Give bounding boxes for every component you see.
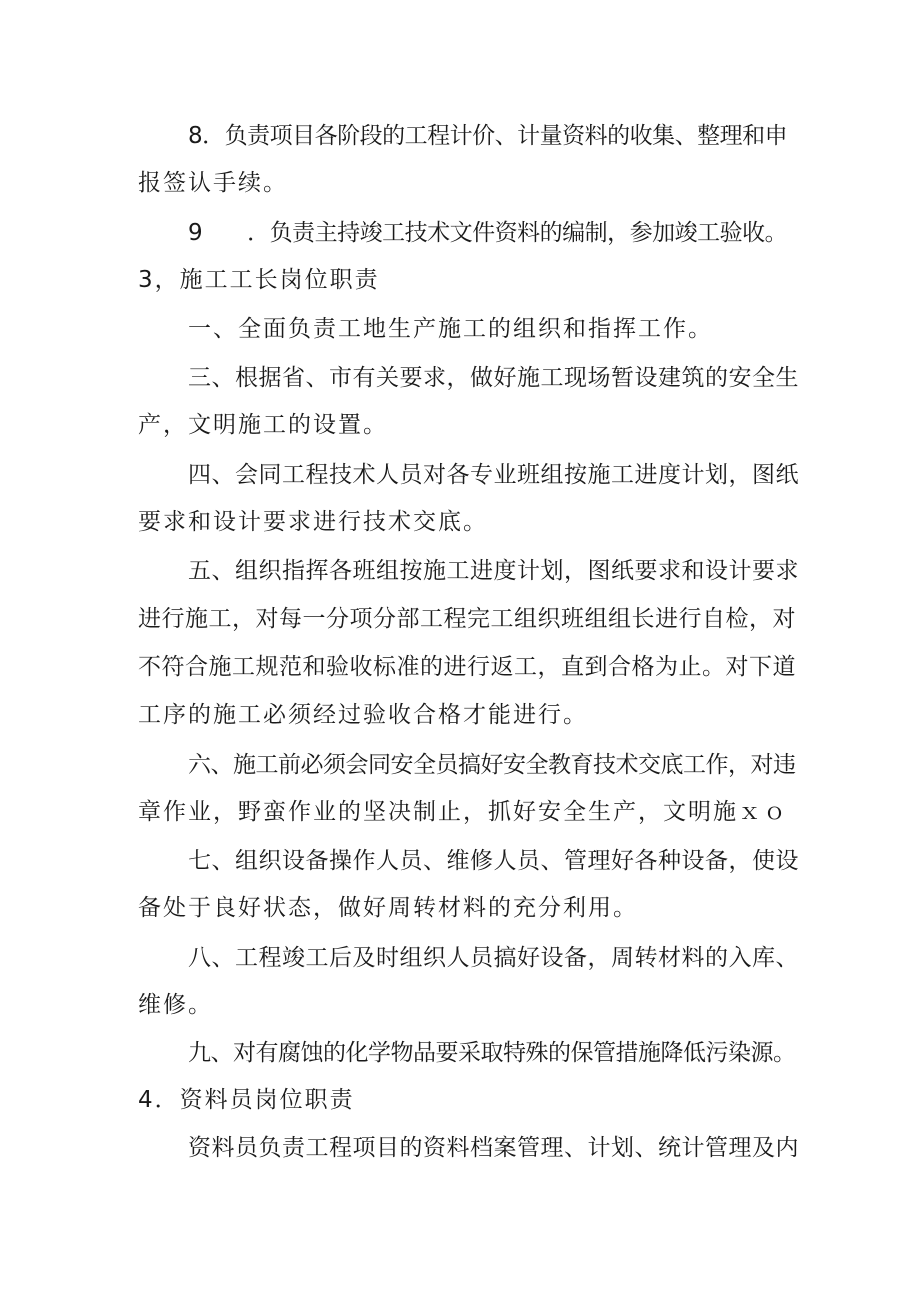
foreman-item-5-line-1: 五、组织指挥各班组按施工进度计划，图纸要求和设计要求 — [188, 558, 799, 584]
foreman-item-5-line-2: 进行施工，对每一分项分部工程完工组织班组组长进行自检，对 — [138, 606, 796, 632]
foreman-item-4-line-2: 要求和设计要求进行技术交底。 — [138, 509, 488, 535]
foreman-item-6-line-2: 章作业，野蛮作业的坚决制止，抓好安全生产，文明施ｘｏ — [138, 799, 788, 825]
documentation-clerk-paragraph: 资料员负责工程项目的资料档案管理、计划、统计管理及内 — [188, 1135, 799, 1161]
section-heading-foreman: 3，施工工长岗位职责 — [138, 267, 380, 293]
duty-item-9: 9 ．负责主持竣工技术文件资料的编制，参加竣工验收。 — [188, 220, 788, 246]
duty-item-8-line-1: 8．负责项目各阶段的工程计价、计量资料的收集、整理和申 — [188, 123, 788, 149]
foreman-item-8-line-1: 八、工程竣工后及时组织人员搞好设备，周转材料的入库、 — [188, 945, 799, 971]
foreman-item-5-line-4: 工序的施工必须经过验收合格才能进行。 — [138, 702, 588, 728]
foreman-item-5-line-3: 不符合施工规范和验收标准的进行返工，直到合格为止。对下道 — [138, 654, 796, 680]
foreman-item-4-line-1: 四、会同工程技术人员对各专业班组按施工进度计划，图纸 — [188, 462, 799, 488]
foreman-item-1: 一、全面负责工地生产施工的组织和指挥工作。 — [188, 316, 713, 342]
foreman-item-6-line-1: 六、施工前必须会同安全员搞好安全教育技术交底工作，对违 — [188, 752, 796, 778]
foreman-item-7-line-1: 七、组织设备操作人员、维修人员、管理好各种设备，使设 — [188, 848, 799, 874]
foreman-item-7-line-2: 备处于良好状态，做好周转材料的充分利用。 — [138, 895, 638, 921]
foreman-item-8-line-2: 维修。 — [138, 992, 213, 1018]
duty-item-8-line-2: 报签认手续。 — [138, 170, 288, 196]
section-heading-documentation-clerk: 4．资料员岗位职责 — [138, 1087, 355, 1113]
foreman-item-9: 九、对有腐蚀的化学物品要采取特殊的保管措施降低污染源。 — [188, 1040, 796, 1066]
foreman-item-3-line-1: 三、根据省、市有关要求，做好施工现场暂设建筑的安全生 — [188, 365, 799, 391]
foreman-item-3-line-2: 产，文明施工的设置。 — [138, 412, 388, 438]
